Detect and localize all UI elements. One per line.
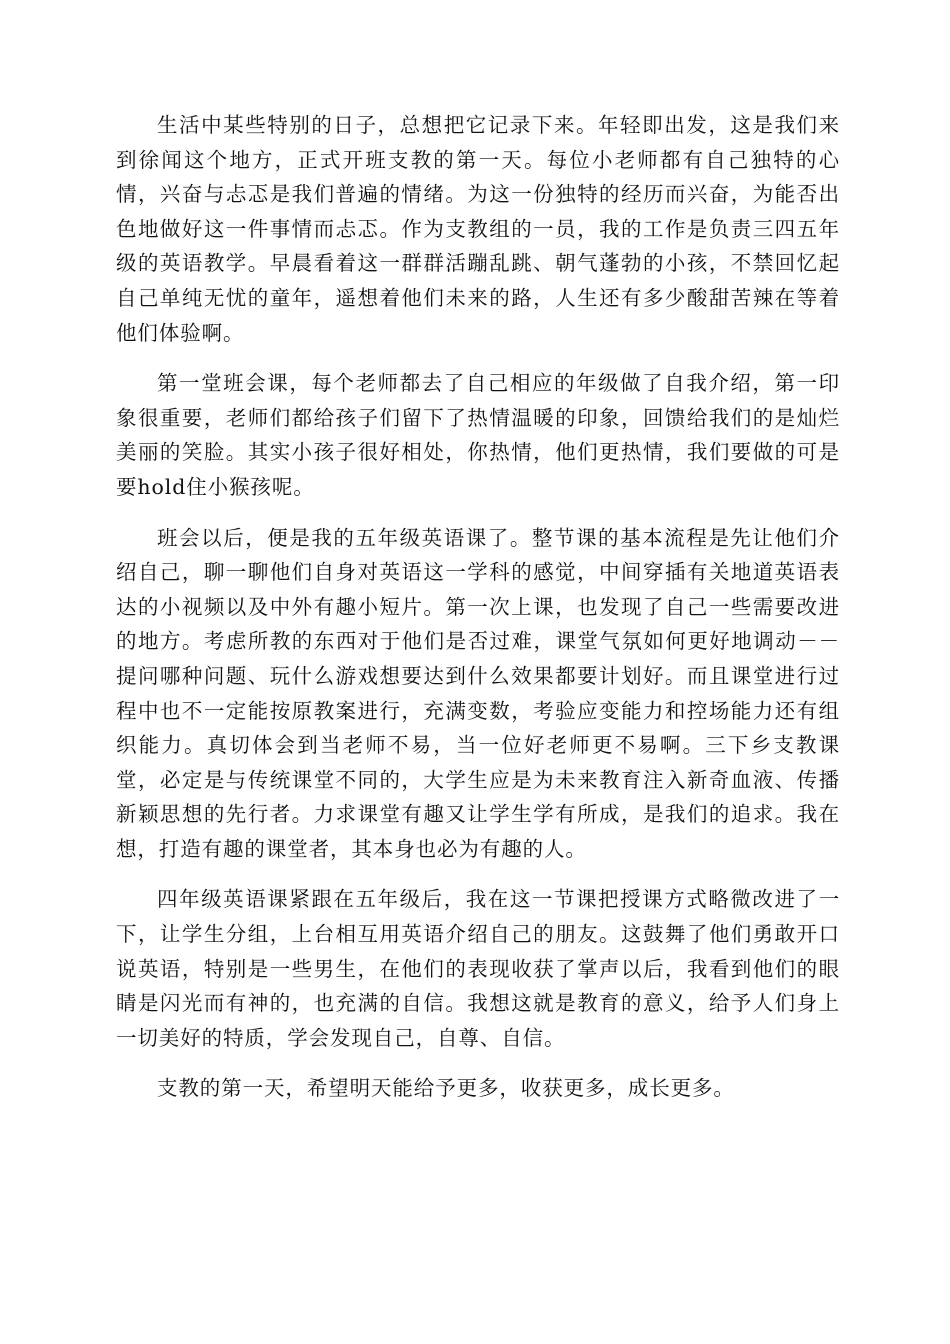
document-body — [116, 108, 840, 1106]
paragraph-2: 第一堂班会课，每个老师都去了自己相应的年级做了自我介绍，第一印象很重要，老师们都给孩子们留下了热情温暖的印象，回馈给我们的是灿烂美丽的笑脸。其实小孩子很好相处，你热情，他们更热情，我们要做的可是要hold住小猴孩呢。 — [116, 371, 840, 499]
paragraph-1: 生活中某些特别的日子，总想把它记录下来。年轻即出发，这是我们来到徐闻这个地方，正式开班支教的第一天。每位小老师都有自己独特的心情，兴奋与忐忑是我们普遍的情绪。为这一份独特的经历而兴奋，为能否出色地做好这一件事情而忐忑。作为支教组的一员，我的工作是负责三四五年级的英语教学。早晨看着这一群群活蹦乱跳、朝气蓬勃的小孩，不禁回忆起自己单纯无忧的童年，遥想着他们未来的路，人生还有多少酸甜苦辣在等着他们体验啊。 — [116, 113, 840, 345]
paragraph-4: 四年级英语课紧跟在五年级后，我在这一节课把授课方式略微改进了一下，让学生分组，上台相互用英语介绍自己的朋友。这鼓舞了他们勇敢开口说英语，特别是一些男生，在他们的表现收获了掌声以后，我看到他们的眼睛是闪光而有神的，也充满的自信。我想这就是教育的意义，给予人们身上一切美好的特质，学会发现自己，自尊、自信。 — [116, 887, 840, 1050]
paragraph-5: 支教的第一天，希望明天能给予更多，收获更多，成长更多。 — [157, 1076, 735, 1101]
paragraph-3: 班会以后，便是我的五年级英语课了。整节课的基本流程是先让他们介绍自己，聊一聊他们自身对英语这一学科的感觉，中间穿插有关地道英语表达的小视频以及中外有趣小短片。第一次上课，也发现了自己一些需要改进的地方。考虑所教的东西对于他们是否过难，课堂气氛如何更好地调动－－提问哪种问题、玩什么游戏想要达到什么效果都要计划好。而且课堂进行过程中也不一定能按原教案进行，充满变数，考验应变能力和控场能力还有组织能力。真切体会到当老师不易，当一位好老师更不易啊。三下乡支教课堂，必定是与传统课堂不同的，大学生应是为未来教育注入新奇血液、传播新颖思想的先行者。力求课堂有趣又让学生学有所成，是我们的追求。我在想，打造有趣的课堂者，其本身也必为有趣的人。 — [116, 525, 840, 861]
